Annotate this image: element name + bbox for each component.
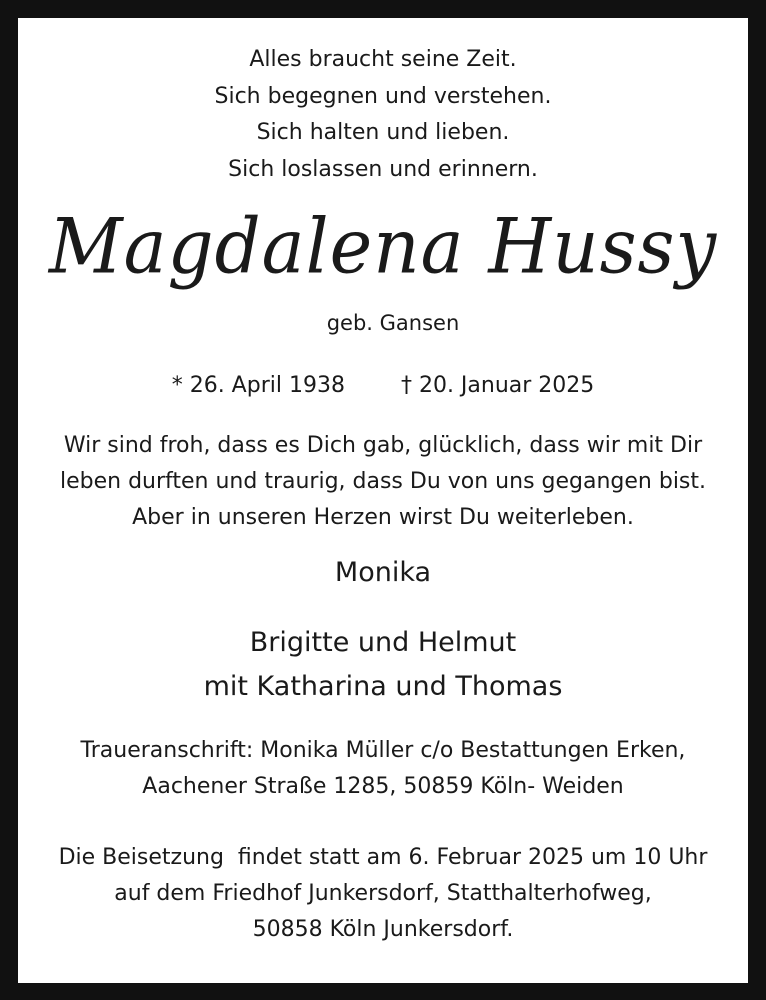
quote-line: leben durften und traurig, dass Du von uns gegangen bist. <box>59 469 707 494</box>
mourner-line: Brigitte und Helmut <box>249 627 517 658</box>
quote-line: Wir sind froh, dass es Dich gab, glücklich, dass wir mit Dir <box>63 433 703 458</box>
obituary-notice <box>18 18 748 983</box>
poem-line: Sich begegnen und verstehen. <box>214 83 552 109</box>
birth-name: geb. Gansen <box>326 311 460 335</box>
address-line: Traueranschrift: Monika Müller c/o Bestattungen Erken, <box>80 738 686 763</box>
life-dates <box>18 370 748 402</box>
address-line: Aachener Straße 1285, 50859 Köln- Weiden <box>142 774 624 799</box>
quote-line: Aber in unseren Herzen wirst Du weiterleben. <box>132 505 634 530</box>
poem-line: Sich loslassen und erinnern. <box>228 156 538 182</box>
memorial-quote <box>18 428 748 536</box>
funeral-line: 50858 Köln Junkersdorf. <box>252 917 514 942</box>
deceased-name: Magdalena Hussy <box>48 201 718 291</box>
poem <box>18 42 748 188</box>
mourner-family <box>18 621 748 709</box>
funeral-line: auf dem Friedhof Junkersdorf, Statthalterhofweg, <box>114 881 652 906</box>
mourner-first: Monika <box>334 557 432 588</box>
funeral-line: Die Beisetzung findet statt am 6. Februar 2025 um 10 Uhr <box>58 845 708 870</box>
mourner-line: mit Katharina und Thomas <box>203 671 563 702</box>
poem-line: Alles braucht seine Zeit. <box>249 47 517 72</box>
mourning-address <box>18 733 748 805</box>
birth-date: * 26. April 1938 <box>171 373 345 398</box>
poem-line: Sich halten und lieben. <box>256 120 510 145</box>
death-date: † 20. Januar 2025 <box>400 373 595 398</box>
funeral-info <box>18 840 748 948</box>
